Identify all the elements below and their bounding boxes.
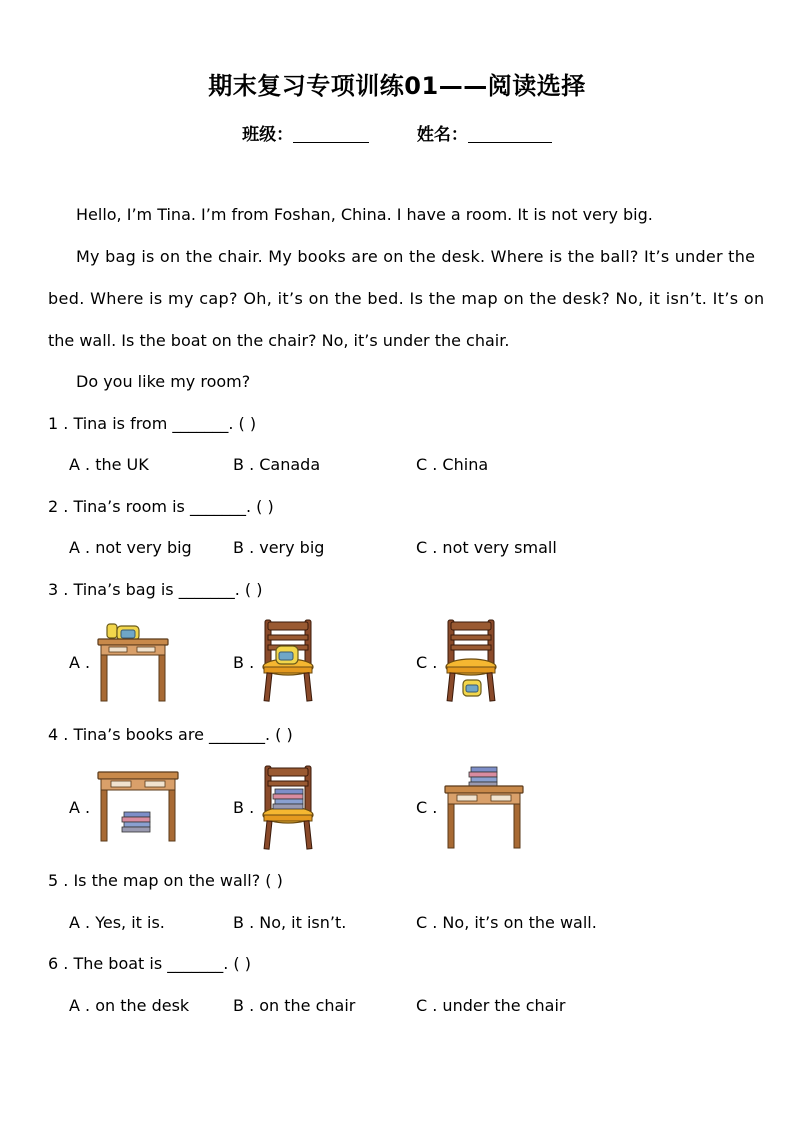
option-a[interactable]: A . on the desk [69, 996, 190, 1015]
option-a[interactable]: A . [69, 653, 91, 672]
option-c[interactable]: C . No, it’s on the wall. [416, 913, 597, 932]
class-label: 班级： [242, 125, 294, 145]
question-stem: 4 . Tina’s books are _______. ( ) [48, 725, 293, 744]
option-a[interactable]: A . the UK [69, 455, 149, 474]
option-c[interactable]: C . under the chair [416, 996, 566, 1015]
class-field[interactable] [293, 126, 369, 143]
passage-line: the wall. Is the boat on the chair? No, it’s under the chair. [48, 331, 510, 350]
option-a[interactable]: A . not very big [69, 538, 192, 557]
passage-line: bed. Where is my cap? Oh, it’s on the bed. Is the map on the desk? No, it isn’t. It’s on [48, 289, 765, 308]
option-a[interactable]: A . [69, 798, 91, 817]
question-stem: 2 . Tina’s room is _______. ( ) [48, 497, 274, 516]
question-stem: 1 . Tina is from _______. ( ) [48, 414, 257, 433]
option-b[interactable]: B . very big [233, 538, 325, 557]
desk-with-bag-on-top-image [97, 620, 169, 702]
desk-with-books-on-top-image [444, 765, 524, 849]
option-b[interactable]: B . Canada [233, 455, 321, 474]
page-title: 期末复习专项训练01——阅读选择 [208, 72, 586, 100]
option-c[interactable]: C . [416, 798, 438, 817]
chair-with-bag-on-seat-image [260, 618, 316, 702]
option-c[interactable]: C . China [416, 455, 489, 474]
name-label: 姓名： [416, 125, 468, 145]
option-b[interactable]: B . [233, 798, 255, 817]
option-c[interactable]: C . not very small [416, 538, 557, 557]
option-b[interactable]: B . [233, 653, 255, 672]
question-stem: 3 . Tina’s bag is _______. ( ) [48, 580, 263, 599]
passage-line: Do you like my room? [76, 372, 251, 391]
option-c[interactable]: C . [416, 653, 438, 672]
passage-line: My bag is on the chair. My books are on the desk. Where is the ball? It’s under the [76, 247, 756, 266]
chair-with-bag-under-image [443, 618, 499, 702]
name-field[interactable] [468, 126, 552, 143]
desk-with-books-under-image [97, 770, 179, 842]
question-stem: 6 . The boat is _______. ( ) [48, 954, 251, 973]
option-b[interactable]: B . No, it isn’t. [233, 913, 347, 932]
student-info [0, 120, 794, 145]
option-b[interactable]: B . on the chair [233, 996, 356, 1015]
question-stem: 5 . Is the map on the wall? ( ) [48, 871, 283, 890]
option-a[interactable]: A . Yes, it is. [69, 913, 165, 932]
passage-line: Hello, I’m Tina. I’m from Foshan, China. I have a room. It is not very big. [76, 205, 653, 224]
chair-with-books-on-seat-image [260, 764, 316, 850]
